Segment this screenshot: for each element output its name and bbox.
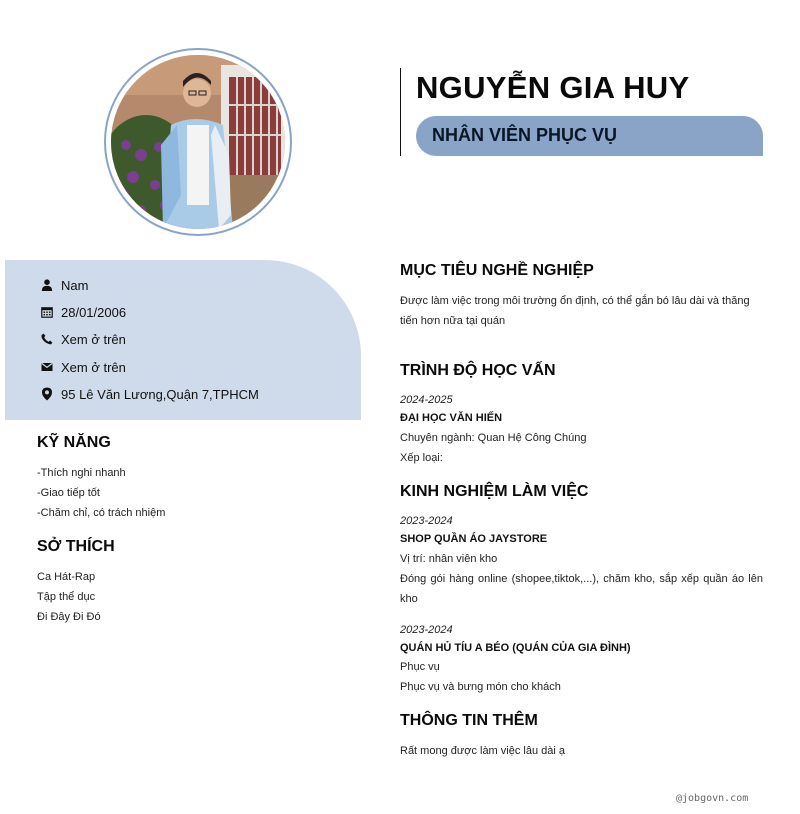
education-grade: Xếp loại: <box>400 452 443 464</box>
job-company: SHOP QUẦN ÁO JAYSTORE <box>400 533 548 545</box>
address-value: 95 Lê Văn Lương,Quận 7,TPHCM <box>61 386 259 402</box>
job-title: NHÂN VIÊN PHỤC VỤ <box>432 125 618 145</box>
education-school: ĐẠI HỌC VĂN HIẾN <box>400 412 503 424</box>
skill-item: -Thích nghi nhanh <box>37 467 126 479</box>
additional-title: THÔNG TIN THÊM <box>400 712 538 729</box>
job-period: 2023-2024 <box>400 624 453 636</box>
hobbies-title: SỞ THÍCH <box>37 538 115 555</box>
objective-title: MỤC TIÊU NGHỀ NGHIỆP <box>400 262 594 279</box>
contact-dob <box>39 302 126 322</box>
experience-title: KINH NGHIỆM LÀM VIỆC <box>400 483 589 500</box>
person-icon <box>39 278 54 293</box>
location-icon <box>39 387 54 402</box>
gender-value: Nam <box>61 277 89 293</box>
phone-value: Xem ở trên <box>61 331 126 347</box>
objective-text: Được làm việc trong môi trường ổn định, có thể gắn bó lâu dài và thăng tiến hơn nữa tại quán <box>400 295 750 327</box>
dob-value: 28/01/2006 <box>61 304 127 320</box>
hobby-item: Tập thể dục <box>37 591 96 603</box>
skills-title: KỸ NĂNG <box>37 434 111 451</box>
avatar <box>111 55 285 229</box>
job-description: Phục vụ và bưng món cho khách <box>400 681 561 693</box>
email-value: Xem ở trên <box>61 359 126 375</box>
hobby-item: Đi Đây Đi Đó <box>37 611 101 623</box>
header-divider <box>400 68 401 156</box>
job-description: Đóng gói hàng online (shopee,tiktok,...), chăm kho, sắp xếp quần áo lên kho <box>400 573 763 605</box>
mail-icon <box>39 360 54 375</box>
education-period: 2024-2025 <box>400 394 453 406</box>
education-major: Chuyên ngành: Quan Hệ Công Chúng <box>400 432 587 444</box>
job-company: QUÁN HỦ TÍU A BÉO (QUÁN CỦA GIA ĐÌNH) <box>400 642 631 654</box>
skill-item: -Chăm chỉ, có trách nhiệm <box>37 507 166 519</box>
job-position: Phục vụ <box>400 661 440 673</box>
additional-text: Rất mong được làm việc lâu dài ạ <box>400 745 565 757</box>
calendar-icon <box>39 305 54 320</box>
education-title: TRÌNH ĐỘ HỌC VẤN <box>400 362 556 379</box>
candidate-name: NGUYỄN GIA HUY <box>416 70 690 105</box>
skill-item: -Giao tiếp tốt <box>37 487 100 499</box>
watermark: @jobgovn.com <box>676 793 749 804</box>
job-period: 2023-2024 <box>400 515 453 527</box>
contact-email <box>39 357 126 377</box>
phone-icon <box>39 332 54 347</box>
job-position: Vị trí: nhân viên kho <box>400 553 498 565</box>
hobby-item: Ca Hát-Rap <box>37 571 96 583</box>
contact-gender <box>39 275 88 295</box>
contact-phone <box>39 329 126 349</box>
contact-address <box>39 384 259 404</box>
